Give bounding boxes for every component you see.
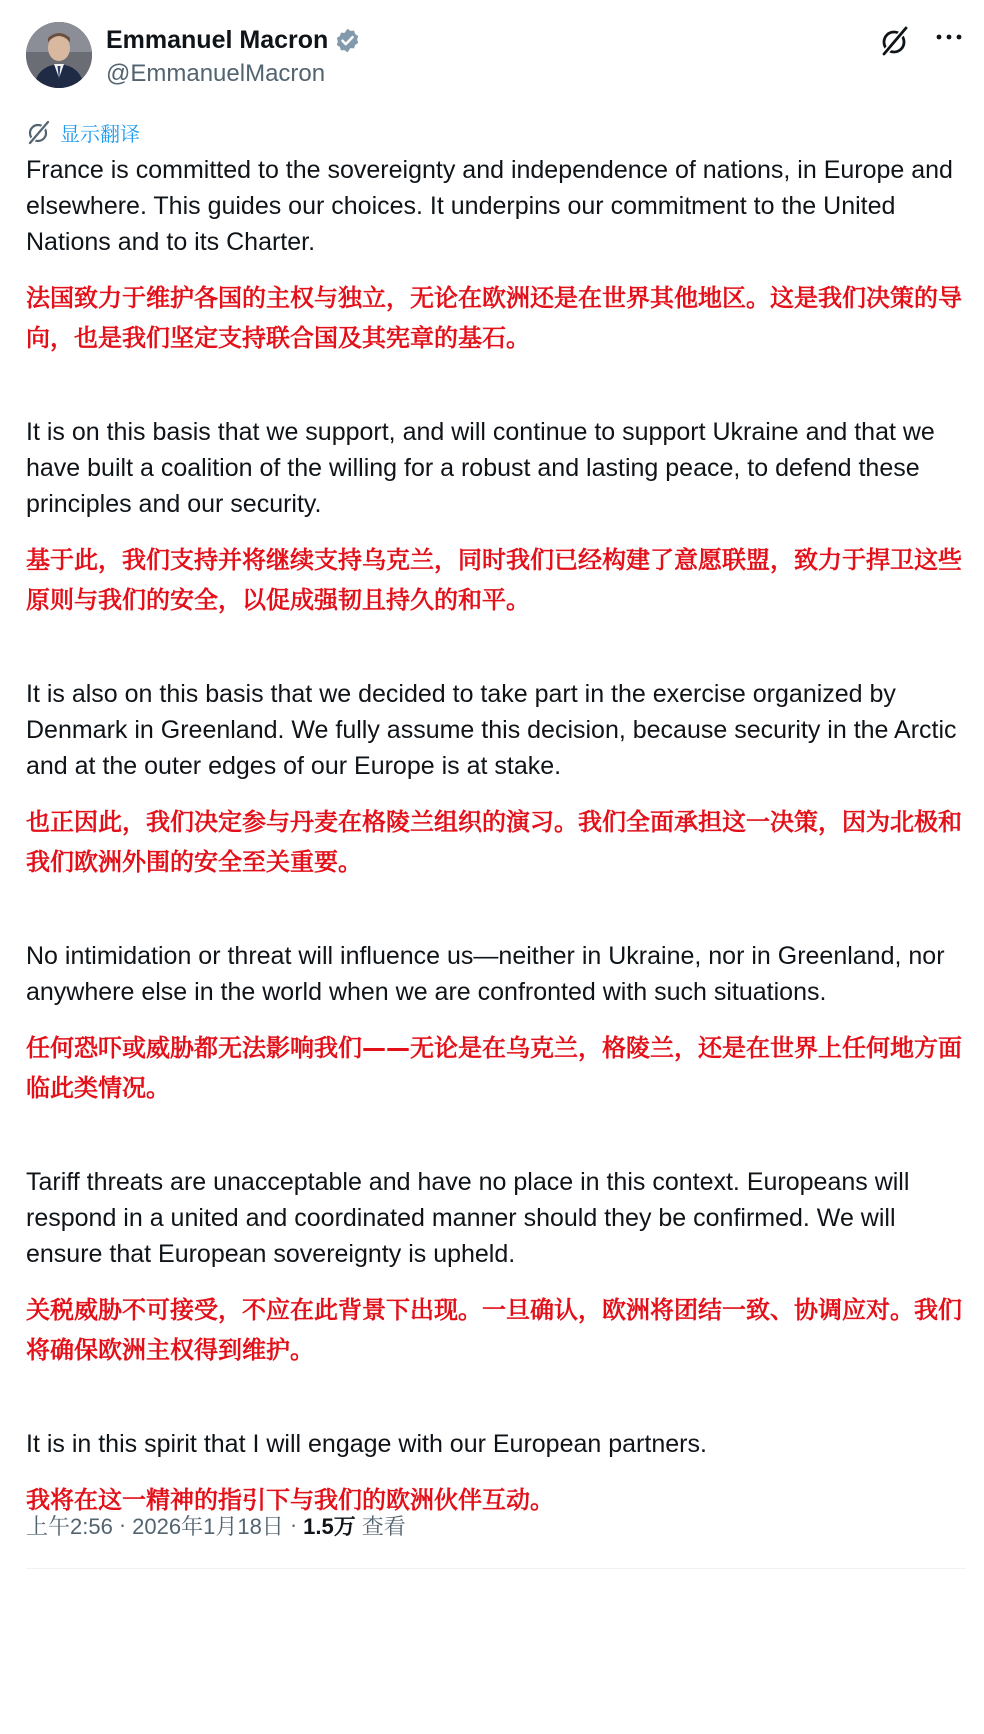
views-count[interactable]: 1.5万 xyxy=(303,1513,356,1539)
paragraph-block xyxy=(26,1426,966,1520)
tweet-header xyxy=(26,22,966,88)
paragraph-english: It is on this basis that we support, and will continue to support Ukraine and that we have built a coalition of the willing for a robust and lasting peace, to defend these principles and our security. xyxy=(26,418,935,518)
show-translation-button[interactable] xyxy=(26,118,140,146)
paragraph-chinese-translation: 也正因此，我们决定参与丹麦在格陵兰组织的演习。我们全面承担这一决策，因为北极和我们欧洲外围的安全至关重要。 xyxy=(26,808,962,876)
paragraph-english: France is committed to the sovereignty and independence of nations, in Europe and elsewhere. This guides our choices. It underpins our commitment to the United Nations and to its Charter. xyxy=(26,156,953,256)
paragraph-chinese-translation: 我将在这一精神的指引下与我们的欧洲伙伴互动。 xyxy=(26,1486,554,1514)
name-row xyxy=(106,24,361,56)
display-name[interactable]: Emmanuel Macron xyxy=(106,25,329,54)
paragraph-english: It is in this spirit that I will engage with our European partners. xyxy=(26,1430,707,1458)
paragraph-chinese-translation: 基于此，我们支持并将继续支持乌克兰，同时我们已经构建了意愿联盟，致力于捍卫这些原则与我们的安全，以促成强韧且持久的和平。 xyxy=(26,546,962,614)
paragraph-block xyxy=(26,1164,966,1370)
divider xyxy=(26,1568,966,1569)
tweet-body xyxy=(26,152,966,1520)
tweet-metadata xyxy=(26,1508,406,1542)
paragraph-english: It is also on this basis that we decided to take part in the exercise organized by Denmark in Greenland. We fully assume this decision, because security in the Arctic and at the outer edges of our Europe is at stake. xyxy=(26,680,957,780)
grok-icon[interactable] xyxy=(878,24,912,58)
more-icon[interactable] xyxy=(932,24,966,58)
meta-separator: · xyxy=(289,1512,298,1537)
paragraph-block xyxy=(26,938,966,1108)
paragraph-english: No intimidation or threat will influence us—neither in Ukraine, nor in Greenland, nor anywhere else in the world when we are confronted with such situations. xyxy=(26,942,945,1006)
paragraph-chinese-translation: 法国致力于维护各国的主权与独立，无论在欧洲还是在世界其他地区。这是我们决策的导向，也是我们坚定支持联合国及其宪章的基石。 xyxy=(26,284,962,352)
avatar[interactable] xyxy=(26,22,92,88)
handle[interactable]: @EmmanuelMacron xyxy=(106,60,326,87)
views-label: 查看 xyxy=(361,1513,406,1539)
paragraph-block xyxy=(26,414,966,620)
paragraph-block xyxy=(26,676,966,882)
tweet-date[interactable]: 2026年1月18日 xyxy=(132,1513,284,1539)
paragraph-chinese-translation: 关税威胁不可接受，不应在此背景下出现。一旦确认，欧洲将团结一致、协调应对。我们将确保欧洲主权得到维护。 xyxy=(26,1296,962,1364)
verified-badge-icon[interactable] xyxy=(334,27,361,54)
paragraph-chinese-translation: 任何恐吓或威胁都无法影响我们——无论是在乌克兰，格陵兰，还是在世界上任何地方面临此类情况。 xyxy=(26,1034,962,1102)
show-translation-label[interactable]: 显示翻译 xyxy=(60,121,140,146)
meta-separator: · xyxy=(118,1512,127,1537)
translate-icon xyxy=(26,119,52,145)
paragraph-block xyxy=(26,152,966,358)
tweet-time[interactable]: 上午2:56 xyxy=(26,1513,113,1539)
paragraph-english: Tariff threats are unacceptable and have no place in this context. Europeans will respond in a united and coordinated manner should they be confirmed. We will ensure that European sovereignty is upheld. xyxy=(26,1168,910,1268)
